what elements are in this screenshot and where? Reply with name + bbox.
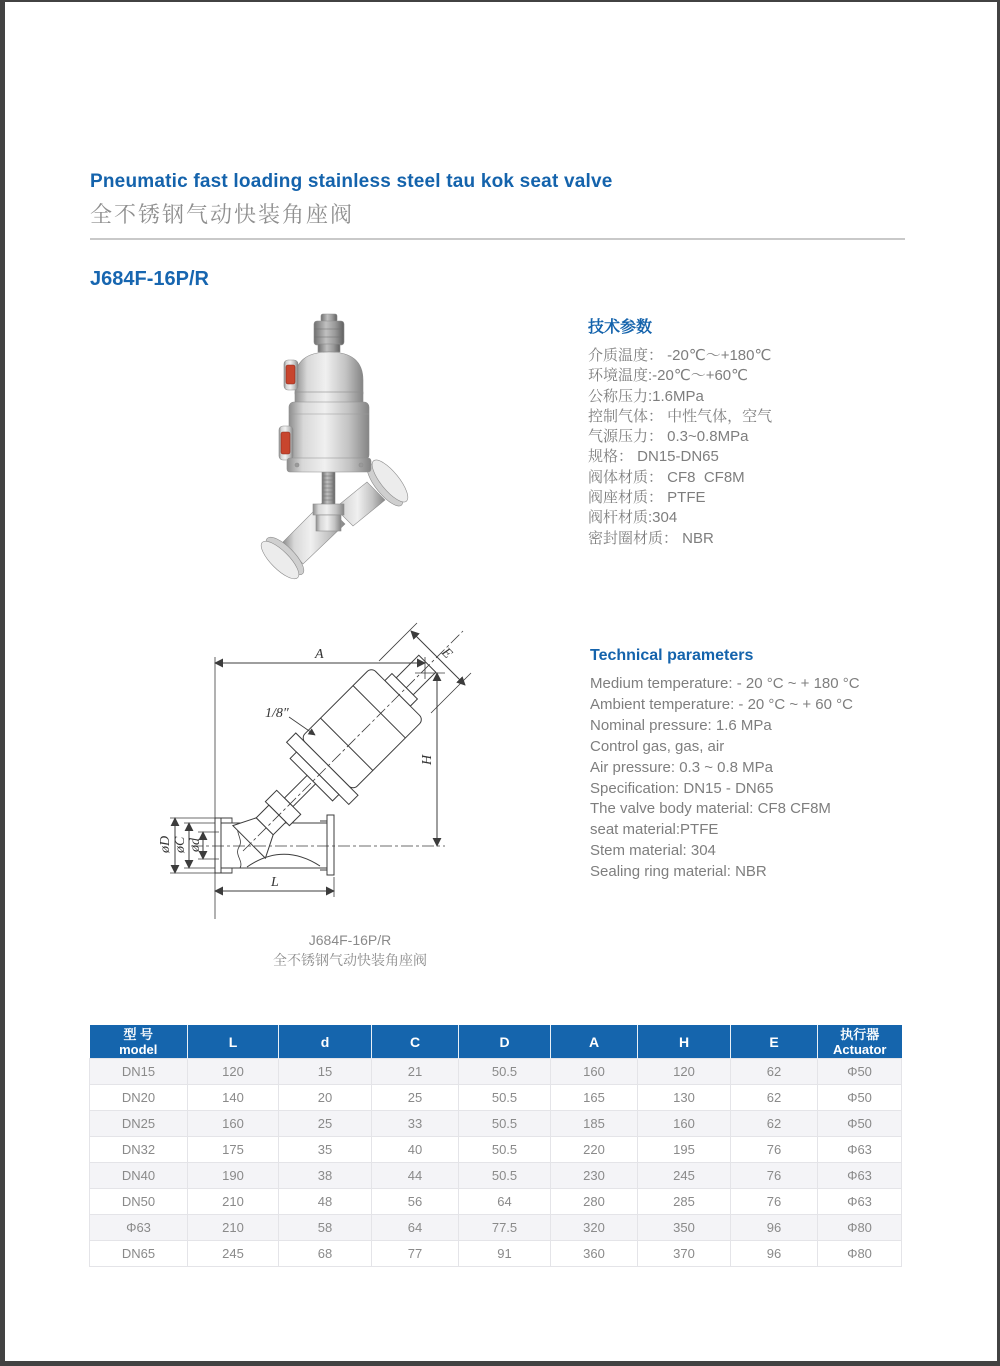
specs-english-heading: Technical parameters <box>590 647 754 664</box>
table-cell: 64 <box>372 1215 459 1241</box>
table-cell: 96 <box>731 1241 818 1267</box>
table-cell: 48 <box>279 1189 372 1215</box>
table-row <box>90 1111 902 1137</box>
table-cell: 68 <box>279 1241 372 1267</box>
table-cell: Φ63 <box>818 1163 902 1189</box>
spec-item: Sealing ring material: NBR <box>590 863 767 881</box>
table-cell: 190 <box>188 1163 279 1189</box>
table-cell: 220 <box>551 1137 638 1163</box>
column-header-d: d <box>279 1025 372 1059</box>
table-cell: 64 <box>459 1189 551 1215</box>
specs-english-section <box>590 647 990 883</box>
column-header-model: 型 号 model <box>90 1025 188 1059</box>
table-cell: 56 <box>372 1189 459 1215</box>
port-size-label: 1/8″ <box>265 706 289 721</box>
table-cell: 370 <box>638 1241 731 1267</box>
table-cell: 350 <box>638 1215 731 1241</box>
table-row <box>90 1137 902 1163</box>
table-cell: 210 <box>188 1215 279 1241</box>
table-cell: 21 <box>372 1059 459 1085</box>
table-cell: 96 <box>731 1215 818 1241</box>
table-cell: 77 <box>372 1241 459 1267</box>
spec-item: 介质温度： -20℃～+180℃ <box>588 347 772 364</box>
table-cell: 38 <box>279 1163 372 1189</box>
spec-item: 气源压力： 0.3~0.8MPa <box>588 428 749 446</box>
table-cell: Φ50 <box>818 1059 902 1085</box>
table-row <box>90 1059 902 1085</box>
spec-item: 公称压力:1.6MPa <box>588 387 704 405</box>
spec-item: Air pressure: 0.3 ~ 0.8 MPa <box>590 758 774 776</box>
table-cell: 230 <box>551 1163 638 1189</box>
column-header-e: E <box>731 1025 818 1059</box>
air-port-red <box>286 365 295 384</box>
table-cell: 175 <box>188 1137 279 1163</box>
actuator-body <box>289 402 369 460</box>
table-cell: 285 <box>638 1189 731 1215</box>
table-cell: 50.5 <box>459 1085 551 1111</box>
spec-item: 规格： DN15-DN65 <box>588 448 719 466</box>
table-cell: 130 <box>638 1085 731 1111</box>
column-header-actuator: 执行器 Actuator <box>818 1025 902 1059</box>
table-cell: 15 <box>279 1059 372 1085</box>
drawing-caption <box>165 930 535 970</box>
table-cell: 50.5 <box>459 1111 551 1137</box>
table-cell: 25 <box>279 1111 372 1137</box>
table-cell: 160 <box>188 1111 279 1137</box>
table-cell: 245 <box>188 1241 279 1267</box>
spec-item: Control gas, gas, air <box>590 737 725 755</box>
specs-chinese-section <box>588 314 988 549</box>
column-header-dd: D <box>459 1025 551 1059</box>
table-cell: 320 <box>551 1215 638 1241</box>
spec-item: 阀杆材质:304 <box>588 509 678 527</box>
table-cell: 120 <box>188 1059 279 1085</box>
table-cell: Φ63 <box>90 1215 188 1241</box>
spec-item: The valve body material: CF8 CF8M <box>590 800 831 818</box>
column-header-h: H <box>638 1025 731 1059</box>
divider <box>90 238 905 240</box>
table-cell: 195 <box>638 1137 731 1163</box>
dim-label-h: H <box>420 754 435 765</box>
dim-label-e: E <box>438 645 455 662</box>
table-cell: 165 <box>551 1085 638 1111</box>
spec-item: seat material:PTFE <box>590 821 719 839</box>
dimensions-table <box>89 1025 902 1267</box>
table-cell: 50.5 <box>459 1137 551 1163</box>
table-cell: 76 <box>731 1163 818 1189</box>
table-cell: 140 <box>188 1085 279 1111</box>
spec-item: Specification: DN15 - DN65 <box>590 779 774 797</box>
spec-item: Medium temperature: - 20 °C ~ + 180 °C <box>590 675 860 692</box>
table-cell: 91 <box>459 1241 551 1267</box>
table-cell: 77.5 <box>459 1215 551 1241</box>
table-cell: 50.5 <box>459 1059 551 1085</box>
table-cell: Φ80 <box>818 1241 902 1267</box>
table-cell: Φ80 <box>818 1215 902 1241</box>
valve-photo-shapes <box>256 314 413 584</box>
table-cell: 360 <box>551 1241 638 1267</box>
spec-item: 阀体材质： CF8 CF8M <box>588 468 745 486</box>
page-title: Pneumatic fast loading stainless steel tau kok seat valve <box>90 171 613 192</box>
table-row <box>90 1215 902 1241</box>
table-cell: Φ63 <box>818 1189 902 1215</box>
table-row <box>90 1241 902 1267</box>
table-cell: 210 <box>188 1189 279 1215</box>
table-cell: DN15 <box>90 1059 188 1085</box>
table-cell: DN40 <box>90 1163 188 1189</box>
table-cell: 160 <box>551 1059 638 1085</box>
dim-label-d-inner: ød <box>188 838 203 852</box>
table-row <box>90 1085 902 1111</box>
column-header-c: C <box>372 1025 459 1059</box>
column-header-l: L <box>188 1025 279 1059</box>
table-cell: DN65 <box>90 1241 188 1267</box>
table-cell: 245 <box>638 1163 731 1189</box>
drawing-caption-title: 全不锈钢气动快装角座阀 <box>273 952 427 968</box>
table-cell: 33 <box>372 1111 459 1137</box>
specs-chinese-heading: 技术参数 <box>588 319 653 336</box>
drawing-actuator <box>218 633 458 873</box>
table-cell: Φ50 <box>818 1111 902 1137</box>
table-cell: 44 <box>372 1163 459 1189</box>
table-cell: 25 <box>372 1085 459 1111</box>
table-cell: Φ63 <box>818 1137 902 1163</box>
table-cell: DN50 <box>90 1189 188 1215</box>
air-port-red <box>281 432 290 454</box>
spec-item: Ambient temperature: - 20 °C ~ + 60 °C <box>590 695 853 713</box>
table-cell: 185 <box>551 1111 638 1137</box>
table-header-row <box>90 1025 902 1059</box>
table-row <box>90 1189 902 1215</box>
table-cell: 62 <box>731 1059 818 1085</box>
table-cell: 35 <box>279 1137 372 1163</box>
spec-item: Nominal pressure: 1.6 MPa <box>590 716 772 734</box>
table-cell: 58 <box>279 1215 372 1241</box>
table-cell: DN20 <box>90 1085 188 1111</box>
dim-label-d-outer: øD <box>158 835 173 853</box>
table-cell: 120 <box>638 1059 731 1085</box>
column-header-a: A <box>551 1025 638 1059</box>
spec-item: Stem material: 304 <box>590 842 716 860</box>
table-row <box>90 1163 902 1189</box>
dim-label-c: øC <box>173 836 188 853</box>
spec-item: 密封圈材质： NBR <box>588 529 714 547</box>
valve-stem <box>322 472 335 506</box>
table-cell: DN25 <box>90 1111 188 1137</box>
spec-item: 阀座材质： PTFE <box>588 489 706 507</box>
dim-label-l: L <box>271 875 279 890</box>
table-cell: 62 <box>731 1111 818 1137</box>
valve-product-photo <box>235 302 535 592</box>
table-cell: 280 <box>551 1189 638 1215</box>
drawing-caption-model: J684F-16P/R <box>308 932 392 948</box>
table-cell: 20 <box>279 1085 372 1111</box>
actuator-dome <box>295 352 363 394</box>
model-number: J684F-16P/R <box>90 268 209 290</box>
spec-item: 环境温度:-20℃～+60℃ <box>588 367 748 385</box>
dim-label-a: A <box>315 647 324 662</box>
table-cell: 76 <box>731 1189 818 1215</box>
spec-item: 控制气体： 中性气体，空气 <box>588 407 773 425</box>
table-cell: Φ50 <box>818 1085 902 1111</box>
page-title-chinese: 全不锈钢气动快装角座阀 <box>90 202 355 227</box>
table-cell: 40 <box>372 1137 459 1163</box>
table-cell: 50.5 <box>459 1163 551 1189</box>
table-cell: 76 <box>731 1137 818 1163</box>
table-cell: 160 <box>638 1111 731 1137</box>
table-cell: DN32 <box>90 1137 188 1163</box>
dimension-drawing <box>153 620 493 922</box>
table-cell: 62 <box>731 1085 818 1111</box>
